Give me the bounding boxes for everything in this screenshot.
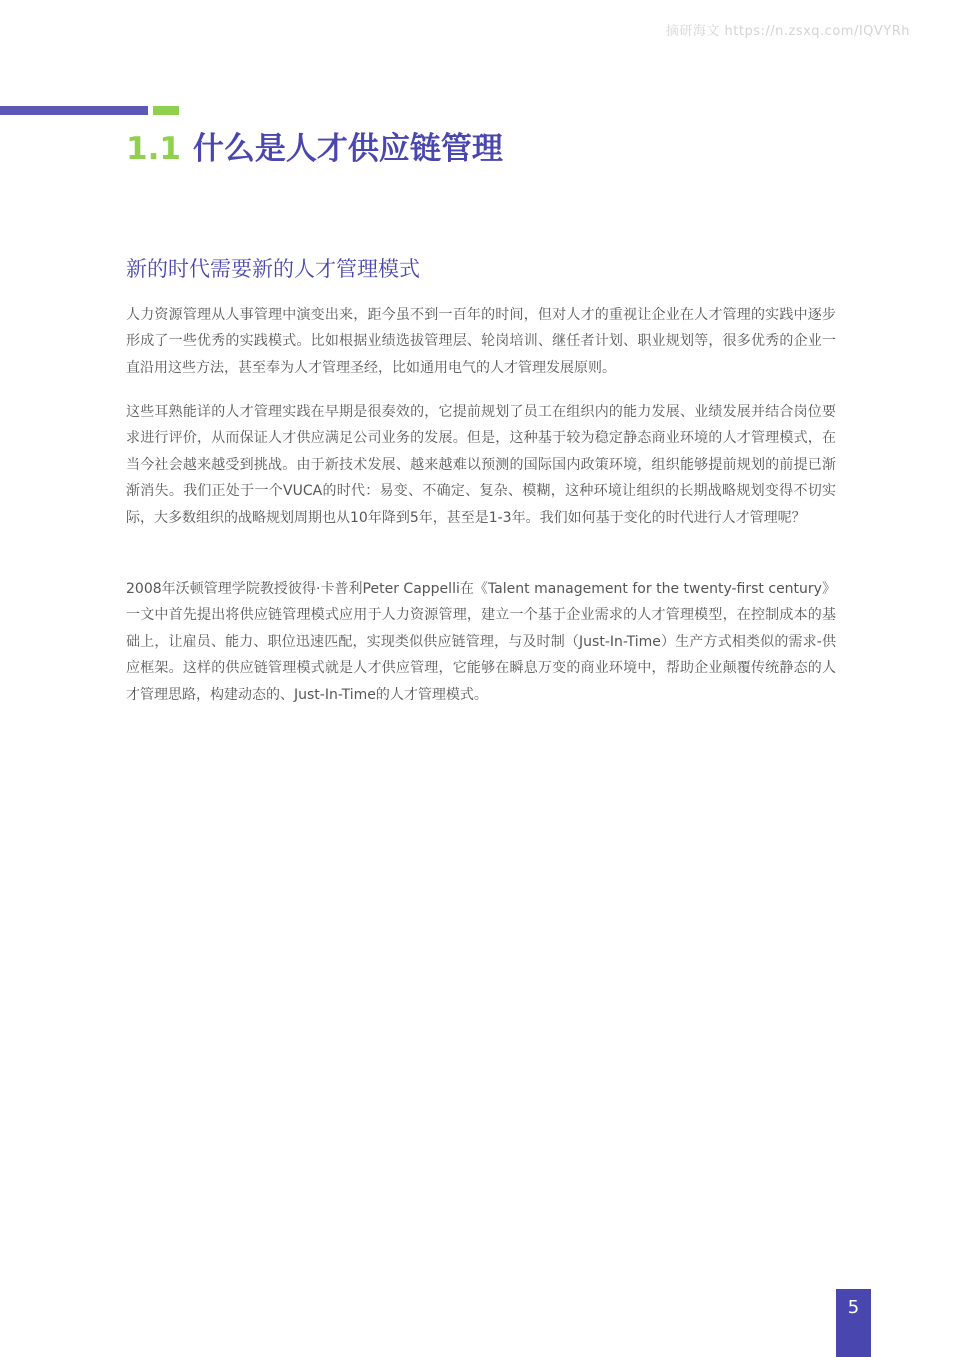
header-accent-bar-green bbox=[153, 106, 179, 115]
section-title: 什么是人才供应链管理 bbox=[192, 131, 503, 167]
paragraph-2: 这些耳熟能详的人才管理实践在早期是很奏效的，它提前规划了员工在组织内的能力发展、业绩发展并结合岗位要求进行评价，从而保证人才供应满足公司业务的发展。但是，这种基于较为稳定静态商业环境的人才管理模式，在当今社会越来越受到挑战。由于新技术发展、越来越难以预测的国际国内政策环境，组织能够提前规划的前提已渐渐消失。我们正处于一个VUCA的时代：易变、不确定、复杂、模糊，这种环境让组织的长期战略规划变得不切实际，大多数组织的战略规划周期也从10年降到5年，甚至是1-3年。我们如何基于变化的时代进行人才管理呢？ bbox=[126, 404, 836, 526]
page-number: 5 bbox=[847, 1297, 860, 1318]
paragraph-3: 2008年沃顿管理学院教授彼得·卡普利Peter Cappelli在《Talent management for the twenty-first century》一文中首先提出将供应链管理模式应用于人力资源管理，建立一个基于企业需求的人才管理模型，在控制成本的基础上，让雇员、能力、职位迅速匹配，实现类似供应链管理，与及时制（Just-In-Time）生产方式相类似的需求-供应框架。这样的供应链管理模式就是人才供应管理，它能够在瞬息万变的商业环境中，帮助企业颠覆传统静态的人才管理思路，构建动态的、Just-In-Time的人才管理模式。 bbox=[126, 581, 836, 703]
header-accent-bar-blue bbox=[0, 106, 148, 115]
section-number: 1.1 bbox=[126, 131, 181, 167]
watermark-text: 摘研海文 https://n.zsxq.com/IQVYRh bbox=[665, 24, 910, 39]
subtitle: 新的时代需要新的人才管理模式 bbox=[126, 257, 420, 281]
section-heading bbox=[126, 128, 503, 170]
paragraph-1: 人力资源管理从人事管理中演变出来，距今虽不到一百年的时间，但对人才的重视让企业在人才管理的实践中逐步形成了一些优秀的实践模式。比如根据业绩选拔管理层、轮岗培训、继任者计划、职业规划等，很多优秀的企业一直沿用这些方法，甚至奉为人才管理圣经，比如通用电气的人才管理发展原则。 bbox=[126, 307, 836, 376]
